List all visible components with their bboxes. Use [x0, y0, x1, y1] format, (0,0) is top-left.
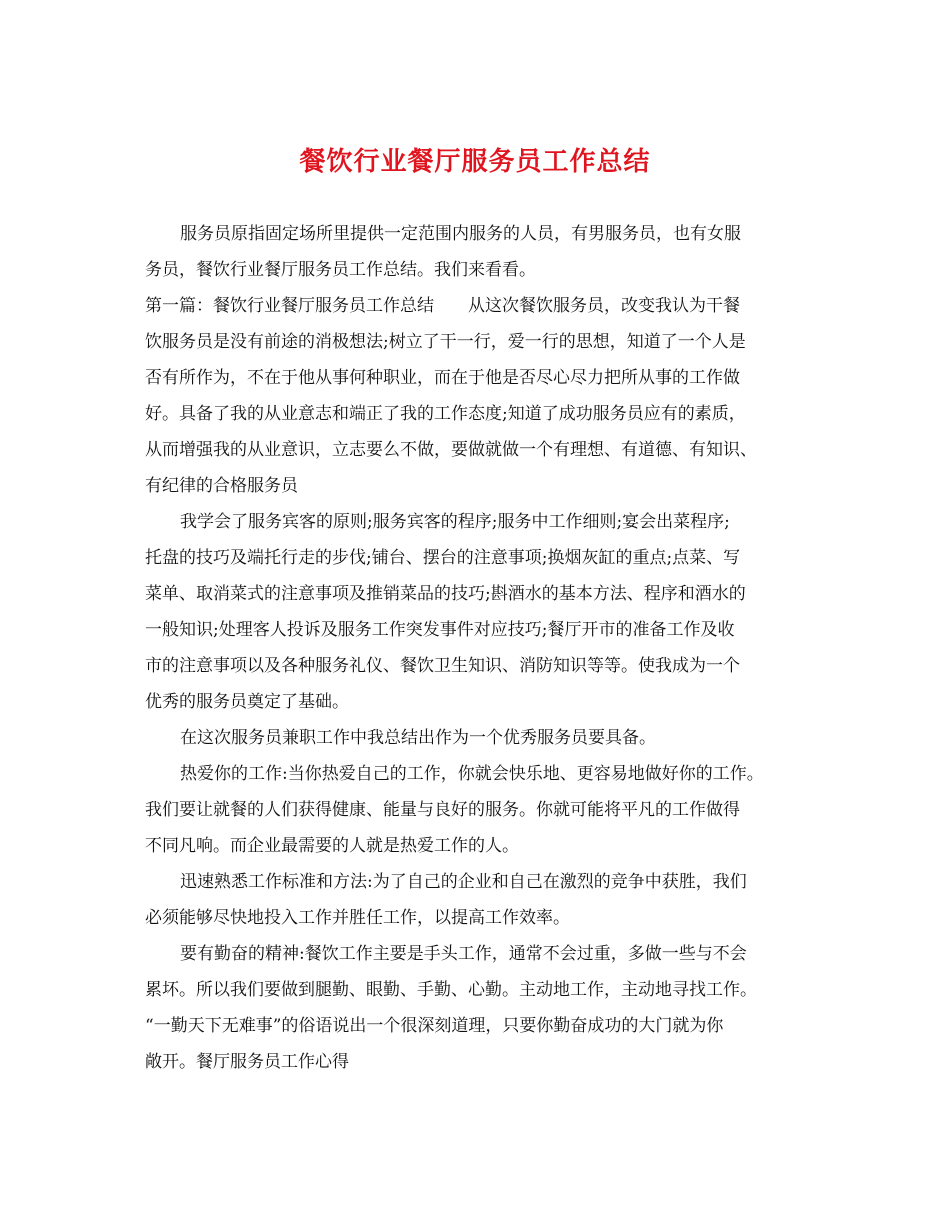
paragraph-line: 第一篇：餐饮行业餐厅服务员工作总结 从这次餐饮服务员，改变我认为干餐: [145, 296, 740, 316]
paragraph-line: 有纪律的合格服务员: [145, 476, 298, 496]
paragraph-line: 饮服务员是没有前途的消极想法;树立了干一行，爱一行的思想，知道了一个人是: [145, 332, 746, 352]
paragraph-line: 一般知识;处理客人投诉及服务工作突发事件对应技巧;餐厅开市的准备工作及收: [145, 620, 735, 640]
paragraph-line: 在这次服务员兼职工作中我总结出作为一个优秀服务员要具备。: [180, 728, 656, 748]
paragraph-line: 否有所作为，不在于他从事何种职业，而在于他是否尽心尽力把所从事的工作做: [145, 368, 740, 388]
paragraph-line: 迅速熟悉工作标准和方法:为了自己的企业和自己在激烈的竞争中获胜，我们: [180, 872, 747, 892]
document-title: 餐饮行业餐厅服务员工作总结: [299, 147, 651, 177]
paragraph-line: 从而增强我的从业意识，立志要么不做，要做就做一个有理想、有道德、有知识、: [145, 440, 757, 460]
paragraph-line: 不同凡响。而企业最需要的人就是热爱工作的人。: [145, 836, 519, 856]
paragraph-line: 服务员原指固定场所里提供一定范围内服务的人员，有男服务员，也有女服: [180, 224, 741, 244]
paragraph-line: 累坏。所以我们要做到腿勤、眼勤、手勤、心勤。主动地工作，主动地寻找工作。: [145, 980, 757, 1000]
paragraph-line: 好。具备了我的从业意志和端正了我的工作态度;知道了成功服务员应有的素质，: [145, 404, 746, 424]
paragraph-line: 敞开。餐厅服务员工作心得: [145, 1052, 349, 1072]
paragraph-line: 优秀的服务员奠定了基础。: [145, 692, 349, 712]
paragraph-line: 菜单、取消菜式的注意事项及推销菜品的技巧;斟酒水的基本方法、程序和酒水的: [145, 584, 746, 604]
paragraph-line: 托盘的技巧及端托行走的步伐;铺台、摆台的注意事项;换烟灰缸的重点;点菜、写: [145, 548, 741, 568]
paragraph-line: 我学会了服务宾客的原则;服务宾客的程序;服务中工作细则;宴会出菜程序;: [180, 512, 730, 532]
paragraph-line: “一勤天下无难事”的俗语说出一个很深刻道理，只要你勤奋成功的大门就为你: [145, 1016, 724, 1036]
paragraph-line: 务员，餐饮行业餐厅服务员工作总结。我们来看看。: [145, 260, 536, 280]
paragraph-line: 我们要让就餐的人们获得健康、能量与良好的服务。你就可能将平凡的工作做得: [145, 800, 740, 820]
paragraph-line: 必须能够尽快地投入工作并胜任工作，以提高工作效率。: [145, 908, 570, 928]
paragraph-line: 市的注意事项以及各种服务礼仪、餐饮卫生知识、消防知识等等。使我成为一个: [145, 656, 740, 676]
paragraph-line: 热爱你的工作:当你热爱自己的工作，你就会快乐地、更容易地做好你的工作。: [180, 764, 764, 784]
paragraph-line: 要有勤奋的精神:餐饮工作主要是手头工作，通常不会过重，多做一些与不会: [180, 944, 747, 964]
